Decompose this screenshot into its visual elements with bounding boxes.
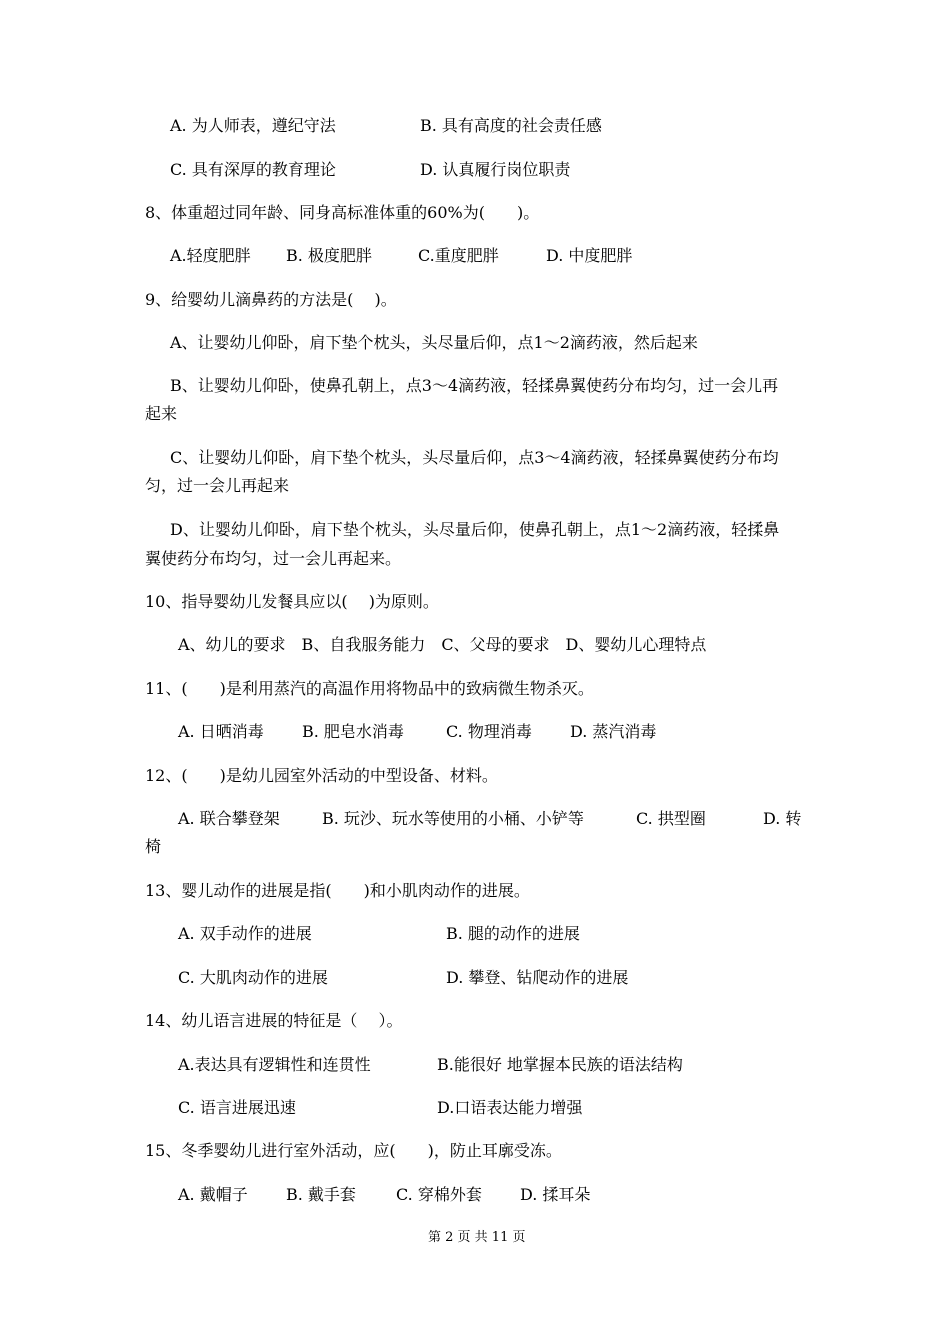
text-line: C. 大肌肉动作的进展 (178, 968, 328, 987)
text-line: 10、指导婴幼儿发餐具应以( )为原则。 (145, 592, 439, 611)
text-line: B. 戴手套 (286, 1185, 356, 1204)
text-line: B. 腿的动作的进展 (446, 924, 580, 943)
text-line: A. 日晒消毒 (178, 722, 264, 741)
text-line: B. 具有高度的社会责任感 (420, 116, 602, 135)
text-line: B. 肥皂水消毒 (302, 722, 404, 741)
text-line: D.口语表达能力增强 (437, 1098, 583, 1117)
text-line: 8、体重超过同年龄、同身高标准体重的60%为( )。 (145, 203, 540, 222)
text-line: D. 攀登、钻爬动作的进展 (446, 968, 629, 987)
text-line: 匀，过一会儿再起来 (145, 476, 290, 495)
text-line: 9、给婴幼儿滴鼻药的方法是( )。 (145, 290, 397, 309)
text-line: C. 拱型圈 (636, 809, 706, 828)
text-line: D. 转 (763, 809, 802, 828)
text-line: A.轻度肥胖 (170, 246, 251, 265)
text-line: A. 戴帽子 (178, 1185, 248, 1204)
text-line: D. 蒸汽消毒 (570, 722, 657, 741)
text-line: A. 为人师表，遵纪守法 (170, 116, 336, 135)
text-line: C、让婴幼儿仰卧，肩下垫个枕头，头尽量后仰，点3～4滴药液，轻揉鼻翼使药分布均 (170, 448, 779, 467)
text-line: B. 玩沙、玩水等使用的小桶、小铲等 (322, 809, 584, 828)
text-line: 椅 (145, 837, 162, 856)
text-line: 12、( )是幼儿园室外活动的中型设备、材料。 (145, 766, 498, 785)
text-line: 13、婴儿动作的进展是指( )和小肌肉动作的进展。 (145, 881, 530, 900)
text-line: 翼使药分布均匀，过一会儿再起来。 (145, 549, 402, 568)
page-footer: 第 2 页 共 11 页 (428, 1230, 526, 1245)
text-line: D. 揉耳朵 (520, 1185, 591, 1204)
text-line: 起来 (145, 404, 178, 423)
text-line: B.能很好 地掌握本民族的语法结构 (437, 1055, 683, 1074)
text-line: C. 具有深厚的教育理论 (170, 160, 336, 179)
text-line: C.重度肥胖 (418, 246, 499, 265)
text-line: D、让婴幼儿仰卧，肩下垫个枕头，头尽量后仰，使鼻孔朝上，点1～2滴药液，轻揉鼻 (170, 520, 780, 539)
text-line: 11、( )是利用蒸汽的高温作用将物品中的致病微生物杀灭。 (145, 679, 594, 698)
text-line: D. 认真履行岗位职责 (420, 160, 571, 179)
text-line: C. 语言进展迅速 (178, 1098, 296, 1117)
text-line: B. 极度肥胖 (286, 246, 372, 265)
text-line: A、让婴幼儿仰卧，肩下垫个枕头，头尽量后仰，点1～2滴药液，然后起来 (170, 333, 698, 352)
text-line: C. 穿棉外套 (396, 1185, 482, 1204)
text-line: A. 双手动作的进展 (178, 924, 312, 943)
text-line: 14、幼儿语言进展的特征是（ ）。 (145, 1011, 403, 1030)
text-line: 15、冬季婴幼儿进行室外活动，应( )，防止耳廓受冻。 (145, 1141, 562, 1160)
text-line: B、让婴幼儿仰卧，使鼻孔朝上，点3～4滴药液，轻揉鼻翼使药分布均匀，过一会儿再 (170, 376, 779, 395)
text-line: A、幼儿的要求 B、自我服务能力 C、父母的要求 D、婴幼儿心理特点 (178, 635, 707, 654)
text-line: A. 联合攀登架 (178, 809, 280, 828)
text-line: C. 物理消毒 (446, 722, 532, 741)
text-line: A.表达具有逻辑性和连贯性 (178, 1055, 371, 1074)
text-line: D. 中度肥胖 (546, 246, 633, 265)
